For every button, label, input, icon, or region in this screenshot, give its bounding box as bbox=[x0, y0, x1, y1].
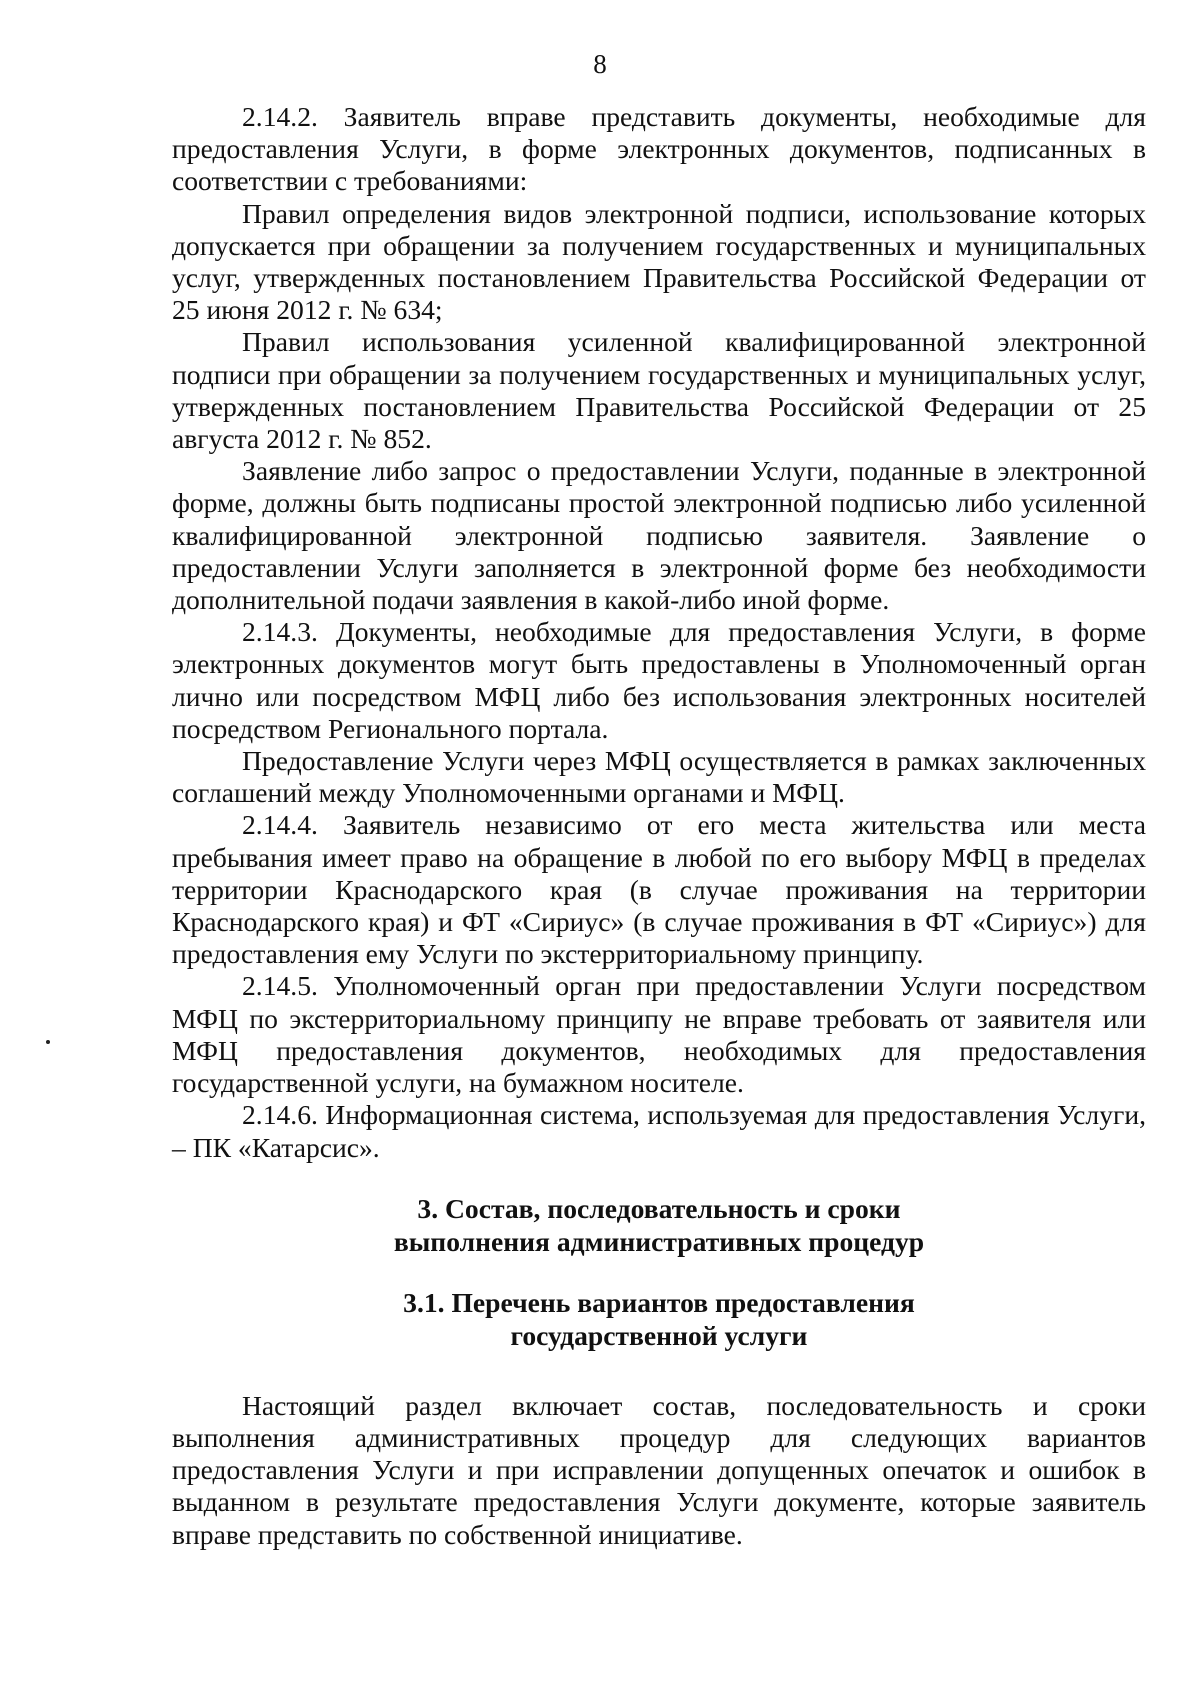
paragraph-2-14-3: 2.14.3. Документы, необходимые для предоставления Услуги, в форме электронных документов могут быть предоставлены в Уполномоченный орган лично или посредством МФЦ либо без использования электронных носителей посредством Регионального портала. bbox=[172, 616, 1146, 744]
paragraph-section-3-1-intro: Настоящий раздел включает состав, последовательность и сроки выполнения административных процедур для следующих вариантов предоставления Услуги и при исправлении допущенных опечаток и ошибок в выданном в результате предоставления Услуги документе, которые заявитель вправе представить по собственной инициативе. bbox=[172, 1389, 1146, 1550]
paragraph-2-14-4: 2.14.4. Заявитель независимо от его места жительства или места пребывания имеет право на обращение в любой по его выбору МФЦ в пределах территории Краснодарского края (в случае проживания на территории Краснодарского края) и ФТ «Сириус» (в случае проживания в ФТ «Сириус») для предоставления ему Услуги по экстерриториальному принципу. bbox=[172, 809, 1146, 970]
paragraph-electronic-signature: Заявление либо запрос о предоставлении Услуги, поданные в электронной форме, должны быть подписаны простой электронной подписью либо усиленной квалифицированной электронной подписью заявителя. Заявление о предоставлении Услуги заполняется в электронной форме без необходимости дополнительной подачи заявления в какой-либо иной форме. bbox=[172, 455, 1146, 616]
section-3-heading-line-1: 3. Состав, последовательность и сроки bbox=[417, 1192, 901, 1224]
paragraph-rules-634: Правил определения видов электронной подписи, использование которых допускается при обращении за получением государственных и муниципальных услуг, утвержденных постановлением Правительства Российской Федерации от 25 июня 2012 г. № 634; bbox=[172, 197, 1146, 326]
section-3-heading-line-2: выполнения административных процедур bbox=[393, 1225, 925, 1257]
section-3-1-heading-line-2: государственной услуги bbox=[510, 1319, 808, 1351]
section-3-heading bbox=[172, 1192, 1146, 1258]
paragraph-2-14-6: 2.14.6. Информационная система, используемая для предоставления Услуги, – ПК «Катарсис». bbox=[172, 1099, 1146, 1163]
paragraph-rules-852: Правил использования усиленной квалифицированной электронной подписи при обращении за получением государственных и муниципальных услуг, утвержденных постановлением Правительства Российской Федерации от 25 августа 2012 г. № 852. bbox=[172, 326, 1146, 455]
page-number: 8 bbox=[593, 49, 607, 79]
paragraph-mfc-agreements: Предоставление Услуги через МФЦ осуществляется в рамках заключенных соглашений между Уполномоченными органами и МФЦ. bbox=[172, 745, 1146, 809]
scan-artifact-dot bbox=[46, 1040, 50, 1044]
document-body bbox=[172, 101, 1146, 1551]
paragraph-2-14-2: 2.14.2. Заявитель вправе представить документы, необходимые для предоставления Услуги, в форме электронных документов, подписанных в соответствии с требованиями: bbox=[172, 101, 1146, 197]
paragraph-2-14-5: 2.14.5. Уполномоченный орган при предоставлении Услуги посредством МФЦ по экстерриториальному принципу не вправе требовать от заявителя или МФЦ предоставления документов, необходимых для предоставления государственной услуги, на бумажном носителе. bbox=[172, 970, 1146, 1099]
section-3-1-heading-line-1: 3.1. Перечень вариантов предоставления bbox=[403, 1286, 915, 1318]
section-3-1-heading bbox=[172, 1286, 1146, 1352]
